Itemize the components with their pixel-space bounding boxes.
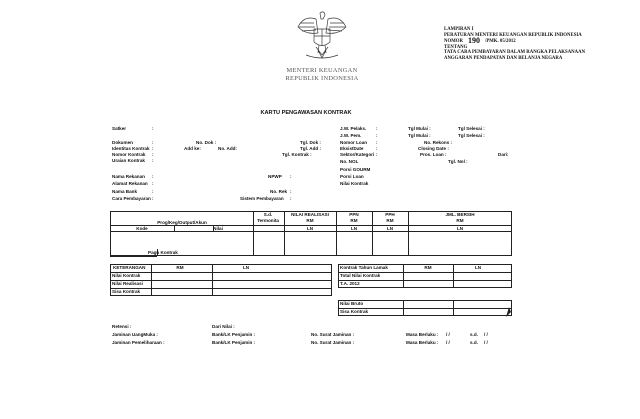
dokumen-label: Dokumen [112, 140, 133, 145]
no-surat-jaminan-1: No. Surat Jaminan : [311, 332, 355, 337]
nama-rekanan-label: Nama Rekanan [112, 174, 145, 179]
eksistdate-colon: : [376, 146, 378, 151]
sd-1: s.d. [470, 332, 478, 337]
no-rek-label: No. Rek [270, 189, 288, 194]
ministry-name-1: MENTERI KEUANGAN [286, 67, 358, 74]
ppn-rm: RM [350, 218, 358, 223]
no-add-label: No. Add: [218, 146, 237, 151]
date-slashes-1b: / / [484, 332, 488, 337]
ministry-name-2: REPUBLIK INDONESIA [285, 75, 359, 82]
nama-rekanan-colon: : [152, 174, 154, 179]
tgl-selesai-2: Tgl Selesai : [458, 133, 485, 138]
closing-date-label: Closing Date : [418, 146, 449, 151]
cara-bayar-label: Cara Pembayaran [112, 196, 151, 201]
jaminan-uang-muka-label: Jaminan UangMuka : [112, 332, 158, 337]
date-slashes-2a: / / [446, 340, 450, 345]
garuda-emblem-icon [294, 9, 350, 64]
tgl-mulai-2: Tgl Mulai : [408, 133, 431, 138]
pagu-kontrak-label: Pagu Kontrak [148, 250, 178, 255]
porsi-gou-label: Porsi GOURM [340, 167, 371, 172]
tgl-mulai-1: Tgl Mulai : [408, 126, 431, 131]
keterangan-header: KETERANGAN [113, 265, 146, 270]
kontrak-tahun-lamak-label: Kontrak Tahun Lamak [340, 265, 388, 270]
bank-penjamin-2: Bank/LK Penjamin : [212, 340, 256, 345]
jw-pem-colon: : [376, 133, 378, 138]
nilai-bruto-label: Nilai Bruto [340, 301, 364, 306]
rt-ln-header: LN [474, 265, 482, 270]
ket-row-sisa-kontrak: Sisa Kontrak [112, 289, 141, 294]
nilai-realisasi-ln: LN [306, 226, 314, 231]
masa-berlaku-2: Masa Berlaku : [406, 340, 439, 345]
nilai-realisasi-rm: RM [306, 218, 314, 223]
identitas-colon: : [152, 146, 154, 151]
ta-2012-label: T.A. 2012 [340, 281, 360, 286]
ppn-ln: LN [350, 226, 358, 231]
jml-bersih-header: JML. BERSIH [445, 212, 475, 217]
pen-mark-icon [505, 306, 513, 318]
ppn-header: PPN [349, 212, 359, 217]
pros-loan-label: Pros. Loan : [420, 152, 447, 157]
prog-header: Prog/Keg/Output/Akun [157, 220, 207, 225]
nilai-kontrak-label: Nilai Kontrak [340, 181, 369, 186]
form-title: KARTU PENGAWASAN KONTRAK [260, 110, 352, 116]
ket-row-nilai-realisasi: Nilai Realisasi [112, 281, 143, 286]
no-dok-label: No. Dok : [196, 140, 217, 145]
tgl-dok-label: Tgl. Dok : [300, 140, 321, 145]
rt-rm-header: RM [424, 265, 432, 270]
pph-header: PPH [385, 212, 395, 217]
npwp-label: NPWP [268, 174, 282, 179]
sistem-bayar-colon: : [290, 196, 292, 201]
sd-header: S.d. [263, 212, 273, 217]
npwp-colon: : [290, 174, 292, 179]
alamat-label: Alamat Rekanan [112, 181, 148, 186]
sisa-kontrak-label: Sisa Kontrak [340, 309, 369, 314]
nomor-suffix: /PMK. 05/2012 [485, 39, 516, 44]
add-ke-label: Add ke: [184, 146, 201, 151]
jw-pelaks-label: J.W. Pelaks. [340, 126, 367, 131]
total-nilai-kontrak-label: Total Nilai Kontrak [340, 273, 381, 278]
bank-penjamin-1: Bank/LK Penjamin : [212, 332, 256, 337]
nama-bank-colon: : [152, 189, 154, 194]
jw-pelaks-colon: : [376, 126, 378, 131]
no-rekons-label: No. Rekons : [424, 140, 453, 145]
ket-ln-header: LN [242, 265, 250, 270]
satker-label: Satker [112, 126, 127, 131]
sd-2: s.d. [470, 340, 478, 345]
kode-header: Kode [136, 226, 148, 231]
jaminan-pemeliharaan-label: Jaminan Pemeliharaan : [112, 340, 165, 345]
dari-nilai-label: Dari Nilai : [212, 324, 235, 329]
sistem-bayar-label: Sistem Pembayaran [240, 196, 284, 201]
alamat-colon: : [152, 181, 154, 186]
tgl-kontrak-label: Tgl. Kontrak : [282, 152, 312, 157]
date-slashes-1a: / / [446, 332, 450, 337]
tgl-selesai-1: Tgl Selesai : [458, 126, 485, 131]
no-surat-jaminan-2: No. Surat Jaminan : [311, 340, 355, 345]
subject-line-2: ANGGARAN PENDAPATAN DAN BELANJA NEGARA [444, 56, 563, 61]
nilai-header: Nilai [213, 226, 223, 231]
retensi-label: Retensi : [112, 324, 132, 329]
tgl-add-label: Tgl. Add : [300, 146, 322, 151]
no-rek-colon: : [290, 189, 292, 194]
uraian-label: Uraian Kontrak [112, 158, 145, 163]
eksistdate-label: EksistDate [340, 146, 364, 151]
peraturan-text: PERATURAN MENTERI KEUANGAN REPUBLIK INDONESIA [444, 33, 582, 38]
cara-bayar-colon: : [152, 196, 154, 201]
nomor-kontrak-label: Nomor Kontrak [112, 152, 146, 157]
uraian-colon: : [152, 158, 154, 163]
ket-rm-header: RM [176, 265, 184, 270]
dokumen-colon: : [152, 140, 154, 145]
dari-label: Dari: [498, 152, 509, 157]
jw-pem-label: J.W. Pem. [340, 133, 362, 138]
masa-berlaku-1: Masa Berlaku : [406, 332, 439, 337]
termonita-header: Termonita [257, 218, 279, 223]
nomor-loan-label: Nomor Loan [340, 140, 368, 145]
jml-bersih-rm: RM [456, 218, 464, 223]
no-nol-label: No. NOL [340, 159, 359, 164]
porsi-loan-label: Porsi Loan [340, 174, 364, 179]
pph-ln: LN [386, 226, 394, 231]
nomor-value: 190 [468, 36, 480, 45]
identitas-label: Identitas Kontrak [112, 146, 150, 151]
nilai-realisasi-header: NILAI REALISASI [291, 212, 329, 217]
nomor-kontrak-colon: : [152, 152, 154, 157]
nomor-loan-colon: : [376, 140, 378, 145]
tgl-nol-label: Tgl. Nol : [448, 159, 468, 164]
pph-rm: RM [386, 218, 394, 223]
sektor-label: Sektor/Kategori [340, 152, 375, 157]
jml-bersih-ln: LN [456, 226, 464, 231]
satker-colon: : [152, 126, 154, 131]
nomor-label: NOMOR [444, 39, 463, 44]
lampiran-label: LAMPIRAN I [444, 27, 474, 32]
date-slashes-2b: / / [484, 340, 488, 345]
subject-line-1: TATA CARA PEMBAYARAN DALAM RANGKA PELAKSANAAN [444, 50, 586, 55]
nama-bank-label: Nama Bank [112, 189, 138, 194]
ket-row-nilai-kontrak: Nilai Kontrak [112, 273, 141, 278]
sektor-colon: : [376, 152, 378, 157]
tentang-label: TENTANG [444, 45, 468, 50]
